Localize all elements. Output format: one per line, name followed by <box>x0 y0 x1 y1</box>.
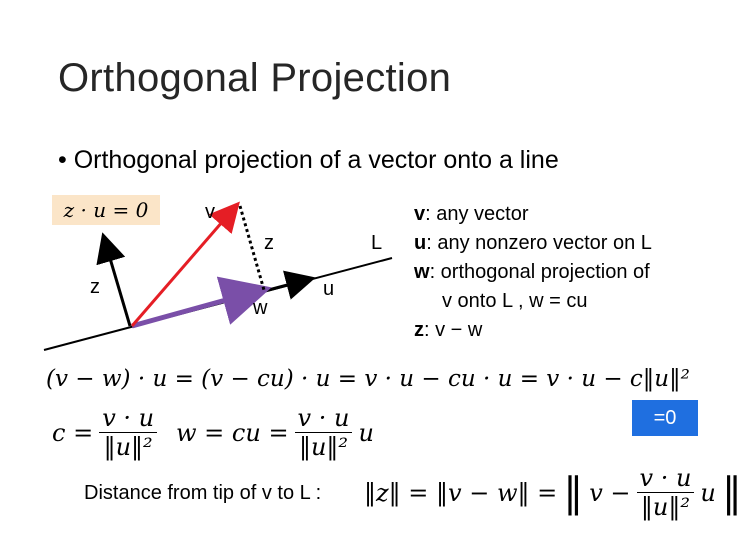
equation-w: w = cu = $\frac{v \cdot u}{\text{‖u‖²}}$ u <box>176 404 374 461</box>
equation-distance: ‖z‖ = ‖v − w‖ = ‖ v − $\frac{v \cdot u}{\text{‖u‖²}}$ u ‖ <box>364 464 742 521</box>
distance-label: Distance from tip of v to L : <box>84 482 322 504</box>
label-z-dashed: z <box>264 232 274 254</box>
page-title: Orthogonal Projection <box>58 56 452 100</box>
def-z: z: v − w <box>414 319 483 341</box>
def-w-cont: v onto L , w = cu <box>442 290 588 312</box>
def-w: w: orthogonal projection of <box>414 261 650 283</box>
v-vector <box>132 206 236 326</box>
equation-line1: (v − w) · u = (v − cu) · u = v · u − cu · u = v · u − c‖u‖² <box>46 366 690 392</box>
def-u: u: any nonzero vector on L <box>414 232 652 254</box>
equation-c: c = $\frac{v \cdot u}{\text{‖u‖²}}$ <box>52 404 157 461</box>
def-v: v: any vector <box>414 203 529 225</box>
w-vector <box>132 290 262 326</box>
z-dot-u-box: z · u = 0 <box>52 195 160 225</box>
zero-box: =0 <box>632 400 698 436</box>
label-z-left: z <box>90 276 100 298</box>
bullet-text: • Orthogonal projection of a vector onto a line <box>58 146 559 174</box>
definitions <box>414 200 652 345</box>
label-L: L <box>371 232 383 254</box>
label-v: v <box>205 201 215 223</box>
label-u: u <box>323 278 335 300</box>
z-dashed <box>240 206 264 290</box>
z-vector-left <box>104 238 130 326</box>
label-w: w <box>253 297 268 319</box>
